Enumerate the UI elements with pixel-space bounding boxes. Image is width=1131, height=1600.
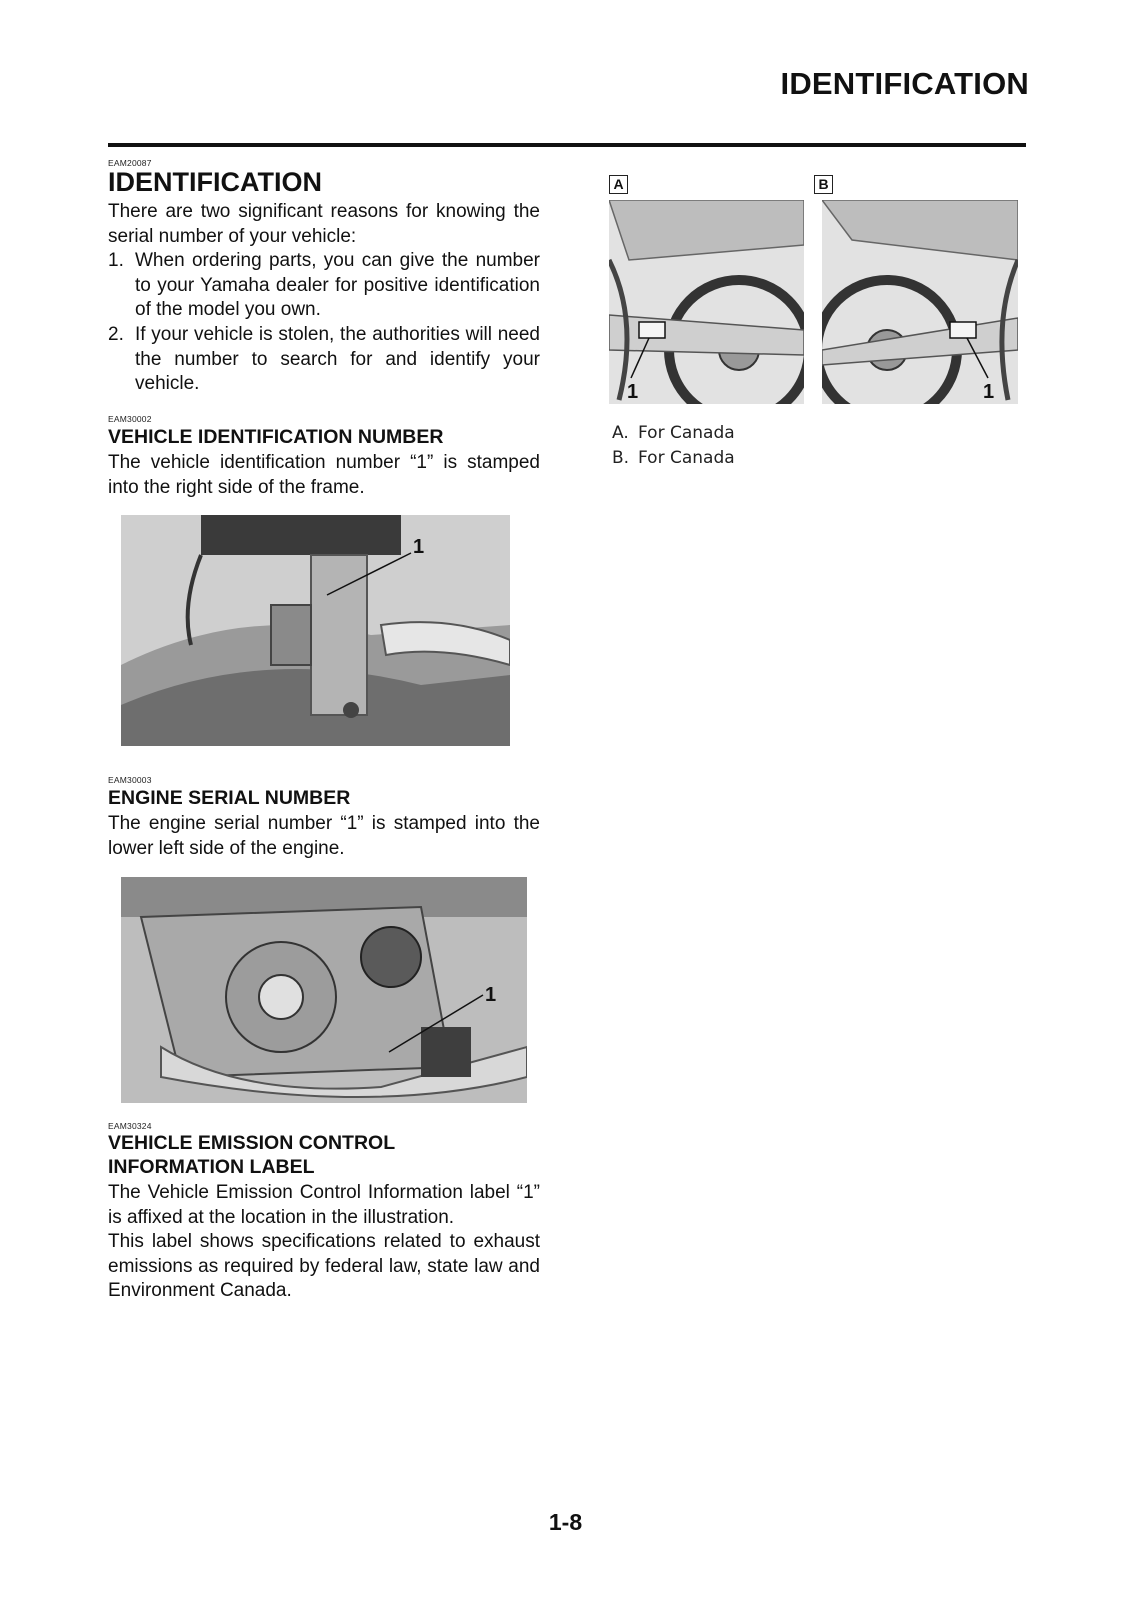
list-item — [108, 323, 540, 397]
figure-b-callout-label: 1 — [983, 381, 995, 403]
section-heading-emission-line2: INFORMATION LABEL — [108, 1156, 315, 1178]
section-heading-engine: ENGINE SERIAL NUMBER — [108, 787, 351, 809]
figure-caption-letter: A. — [612, 423, 629, 443]
emission-text-1: The Vehicle Emission Control Information label “1” is affixed at the location in the illustration. — [108, 1182, 540, 1228]
figure-a-callout-label: 1 — [627, 381, 639, 403]
list-item-number: 2. — [108, 323, 124, 345]
swingarm-label-illustration-a — [609, 200, 804, 404]
swingarm-label-illustration-b — [822, 200, 1018, 404]
list-item-number: 1. — [108, 250, 124, 272]
frame-steering-head-illustration — [121, 515, 510, 746]
figure-caption-b — [612, 448, 735, 468]
page-header-title: IDENTIFICATION — [780, 66, 1029, 101]
section-code-vin: EAM30002 — [108, 414, 152, 424]
section-heading-emission-line1: VEHICLE EMISSION CONTROL — [108, 1132, 396, 1154]
list-item — [108, 249, 540, 323]
identification-intro: There are two significant reasons for knowing the serial number of your vehicle: — [108, 201, 540, 247]
section-code-identification: EAM20087 — [108, 158, 152, 168]
section-code-engine: EAM30003 — [108, 775, 152, 785]
vin-callout-label: 1 — [413, 536, 425, 558]
header-rule — [108, 143, 1026, 147]
identification-reasons-list — [108, 249, 540, 397]
engine-callout-label: 1 — [485, 984, 497, 1006]
figure-label-a: A — [609, 175, 628, 194]
section-heading-identification: IDENTIFICATION — [108, 167, 322, 197]
figure-caption-a — [612, 423, 735, 443]
vin-text: The vehicle identification number “1” is stamped into the right side of the frame. — [108, 452, 540, 498]
emission-body — [108, 1181, 540, 1304]
figure-label-b: B — [814, 175, 833, 194]
figure-caption-text: For Canada — [638, 423, 735, 443]
emission-text-2: This label shows specifications related to exhaust emissions as required by federal law, state law and Environment Canada. — [108, 1231, 540, 1302]
engine-text: The engine serial number “1” is stamped into the lower left side of the engine. — [108, 813, 540, 859]
engine-left-side-illustration — [121, 877, 527, 1103]
page-number: 1-8 — [548, 1509, 583, 1535]
figure-caption-letter: B. — [612, 448, 630, 468]
identification-body — [108, 200, 540, 397]
figure-caption-text: For Canada — [638, 448, 735, 468]
section-code-emission: EAM30324 — [108, 1121, 152, 1131]
list-item-text: If your vehicle is stolen, the authorities will need the number to search for and identify your vehicle. — [135, 323, 540, 395]
list-item-text: When ordering parts, you can give the number to your Yamaha dealer for positive identification of the model you own. — [135, 250, 540, 321]
section-heading-vin: VEHICLE IDENTIFICATION NUMBER — [108, 426, 444, 448]
